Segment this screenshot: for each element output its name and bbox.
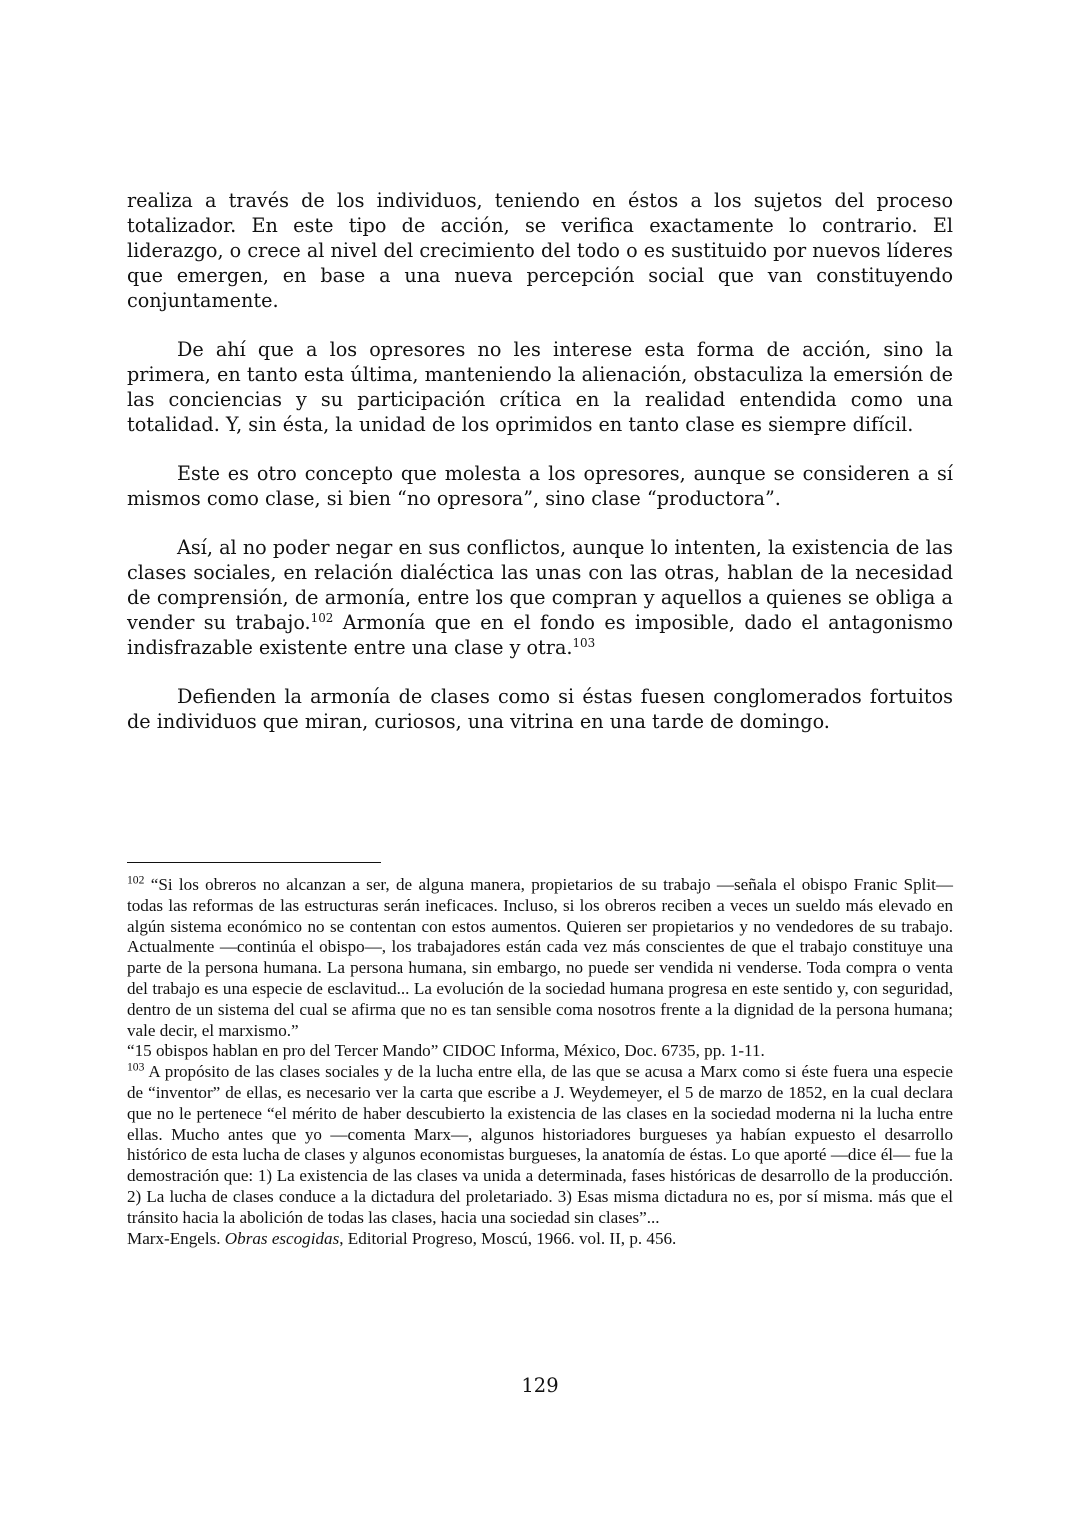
- footnote-number: 102: [127, 873, 145, 887]
- page-number: 129: [521, 1374, 559, 1397]
- footnote-102-source: “15 obispos hablan en pro del Tercer Mando” CIDOC Informa, México, Doc. 6735, pp. 1-11.: [127, 1041, 765, 1061]
- paragraph-continuation: realiza a través de los individuos, teniendo en éstos a los sujetos del proceso totalizador. En este tipo de acción, se verifica exactamente lo contrario. El liderazgo, o crece al nivel del crecimiento del todo o es sustituido por nuevos líderes que emergen, en base a una nueva percepción social que van constituyendo conjuntamente.: [127, 189, 953, 312]
- footnote-102: [127, 875, 953, 1041]
- source-rest: , Editorial Progreso, Moscú, 1966. vol. II, p. 456.: [339, 1228, 677, 1248]
- paragraph-text: Armonía que en el fondo es imposible, dado el antagonismo indisfrazable existente entre una clase y otra.: [127, 611, 954, 659]
- paragraph-social-classes: [127, 535, 953, 660]
- footnote-text: “Si los obreros no alcanzan a ser, de alguna manera, propietarios de su trabajo —señala el obispo Franic Split— todas las reformas de las estructuras serán ineficaces. Incluso, si los obreros reciben a veces un sueldo más elevado en algún sistema económico no se contentan con estos aumentos. Quieren ser propietarios y no vendedores de su trabajo. Actualmente —continúa el obispo—, los trabajadores están cada vez más conscientes de que el trabajo constituye una parte de la persona humana. La persona humana, sin embargo, no puede ser vendida ni venderse. Toda compra o venta del trabajo es una especie de esclavitud... La evolución de la sociedad humana progresa en este sentido y, con seguridad, dentro de un sistema del cual se afirma que no es tan sensible coma nosotros frente a la dignidad de la persona humana; vale decir, el marxismo.”: [127, 875, 953, 1040]
- source-title: Obras escogidas: [224, 1228, 340, 1248]
- paragraph-class-harmony: Defienden la armonía de clases como si éstas fuesen conglomerados fortuitos de individuos que miran, curiosos, una vitrina en una tarde de domingo.: [127, 685, 953, 733]
- footnote-103: [127, 1062, 953, 1228]
- footnote-separator: [127, 862, 381, 863]
- footnote-number: 103: [127, 1060, 145, 1074]
- footnote-ref-102[interactable]: 102: [310, 610, 334, 625]
- footnote-103-source: [127, 1229, 953, 1250]
- paragraph-class-concept: Este es otro concepto que molesta a los opresores, aunque se consideren a sí mismos como clase, si bien “no opresora”, sino clase “productora”.: [127, 462, 953, 510]
- source-prefix: Marx-Engels.: [127, 1228, 225, 1248]
- paragraph-text: Así, al no poder negar en sus conflictos, aunque lo intenten, la existencia de las clases sociales, en relación dialéctica las unas con las otras, hablan de la necesidad de comprensión, de armonía, entre los que compran y aquellos a quienes se obliga a vender su trabajo.: [127, 536, 953, 634]
- main-text: [127, 188, 953, 758]
- footnotes: [127, 875, 953, 1249]
- footnote-ref-103[interactable]: 103: [572, 635, 596, 650]
- paragraph-oppressors: De ahí que a los opresores no les interese esta forma de acción, sino la primera, en tanto esta última, manteniendo la alienación, obstaculiza la emersión de las conciencias y su participación crítica en la realidad entendida como una totalidad. Y, sin ésta, la unidad de los oprimidos en tanto clase es siempre difícil.: [127, 338, 953, 436]
- footnote-text: A propósito de las clases sociales y de la lucha entre ella, de las que se acusa a Marx como si éste fuera una especie de “inventor” de ellas, es necesario ver la carta que escribe a J. Weydemeyer, el 5 de marzo de 1852, en la cual declara que no le pertenece “el mérito de haber descubierto la existencia de las clases en la sociedad moderna ni la lucha entre ellas. Mucho antes que yo —comenta Marx—, algunos historiadores burgueses ya habían expuesto el desarrollo histórico de esta lucha de clases y algunos economistas burgueses, la anatomía de éstas. Lo que aporté —dice él— fue la demostración que: 1) La existencia de las clases va unida a determinada, fases históricas de desarrollo de la producción. 2) La lucha de clases conduce a la dictadura del proletariado. 3) Esas misma dictadura no es, por sí misma. más que el tránsito hacia la abolición de todas las clases, hacia una sociedad sin clases”...: [127, 1062, 953, 1227]
